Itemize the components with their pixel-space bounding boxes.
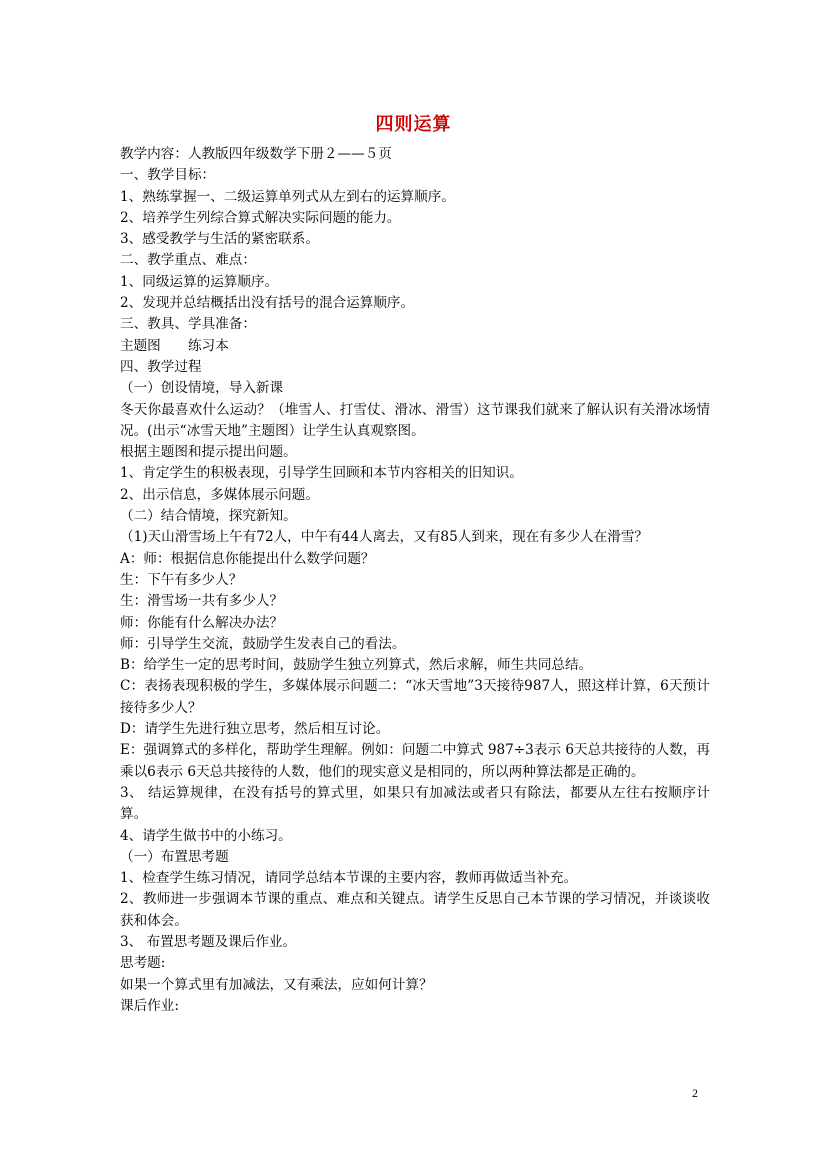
text-line: 1、同级运算的运算顺序。 bbox=[120, 273, 279, 290]
text-line: 生：下午有多少人？ bbox=[120, 571, 243, 588]
text-line: 师：你能有什么解决办法？ bbox=[120, 614, 284, 631]
paragraph: C：表扬表现积极的学生，多媒体展示问题二：“冰天雪地”3天接待987人，照这样计算，6天预计接待多少人？ bbox=[120, 678, 710, 716]
text-line: 1、检查学生练习情况，请同学总结本节课的主要内容，教师再做适当补充。 bbox=[120, 870, 578, 887]
text-line: 生：滑雪场一共有多少人？ bbox=[120, 593, 284, 610]
text-line: 2、培养学生列综合算式解决实际问题的能力。 bbox=[120, 209, 401, 226]
document-body bbox=[120, 144, 710, 1017]
page-number: 2 bbox=[692, 1086, 698, 1100]
text-line: 根据主题图和提示提出问题。 bbox=[120, 444, 297, 461]
section-heading: 三、教具、学具准备： bbox=[120, 316, 256, 333]
section-heading: 四、教学过程 bbox=[120, 358, 202, 375]
text-line: A：师：根据信息你能提出什么数学问题？ bbox=[120, 550, 375, 567]
text-line: 3、 布置思考题及课后作业。 bbox=[120, 933, 297, 950]
text-line: 如果一个算式里有加减法，又有乘法，应如何计算？ bbox=[120, 976, 433, 993]
page-title: 四则运算 bbox=[375, 114, 452, 135]
text-line: 2、发现并总结概括出没有括号的混合运算顺序。 bbox=[120, 295, 415, 312]
paragraph: 2、教师进一步强调本节课的重点、难点和关键点。请学生反思自己本节课的学习情况，并谈谈收获和体会。 bbox=[120, 891, 710, 929]
text-line: 1、熟练掌握一、二级运算单列式从左到右的运算顺序。 bbox=[120, 188, 455, 205]
section-heading: 一、教学目标： bbox=[120, 167, 216, 184]
section-heading: 二、教学重点、难点： bbox=[120, 252, 256, 269]
text-line: 1、肯定学生的积极表现，引导学生回顾和本节内容相关的旧知识。 bbox=[120, 465, 523, 482]
text-line: 2、出示信息，多媒体展示问题。 bbox=[120, 486, 319, 503]
text-line: 思考题: bbox=[120, 955, 166, 972]
text-line: 师：引导学生交流，鼓励学生发表自己的看法。 bbox=[120, 635, 406, 652]
text-line: D：请学生先进行独立思考，然后相互讨论。 bbox=[120, 721, 390, 738]
text-line: 4、请学生做书中的小练习。 bbox=[120, 827, 292, 844]
subsection-heading: （一）创设情境，导入新课 bbox=[120, 380, 284, 397]
text-line: B：给学生一定的思考时间，鼓励学生独立列算式，然后求解，师生共同总结。 bbox=[120, 657, 593, 674]
subsection-heading: （一）布置思考题 bbox=[120, 848, 229, 865]
text-line: （1)天山滑雪场上午有72人，中午有44人离去，又有85人到来，现在有多少人在滑雪？ bbox=[120, 529, 649, 546]
text-line: 主题图 练习本 bbox=[120, 337, 229, 354]
subsection-heading: （二）结合情境，探究新知。 bbox=[120, 508, 297, 525]
text-line: 课后作业: bbox=[120, 997, 179, 1014]
paragraph: 冬天你最喜欢什么运动？（堆雪人、打雪仗、滑冰、滑雪）这节课我们就来了解认识有关滑冰场情况。(出示“冰雪天地”主题图）让学生认真观察图。 bbox=[120, 401, 710, 439]
paragraph: 3、 结运算规律，在没有括号的算式里，如果只有加减法或者只有除法，都要从左往右按顺序计算。 bbox=[120, 784, 710, 823]
text-line: 教学内容：人教版四年级数学下册２——５页 bbox=[120, 146, 392, 162]
paragraph: E：强调算式的多样化，帮助学生理解。例如：问题二中算式 987÷3表示 6天总共接待的人数，再乘以6表示 6天总共接待的人数，他们的现实意义是相同的，所以两种算法都是正确的。 bbox=[120, 742, 710, 780]
text-line: 3、感受教学与生活的紧密联系。 bbox=[120, 231, 319, 248]
